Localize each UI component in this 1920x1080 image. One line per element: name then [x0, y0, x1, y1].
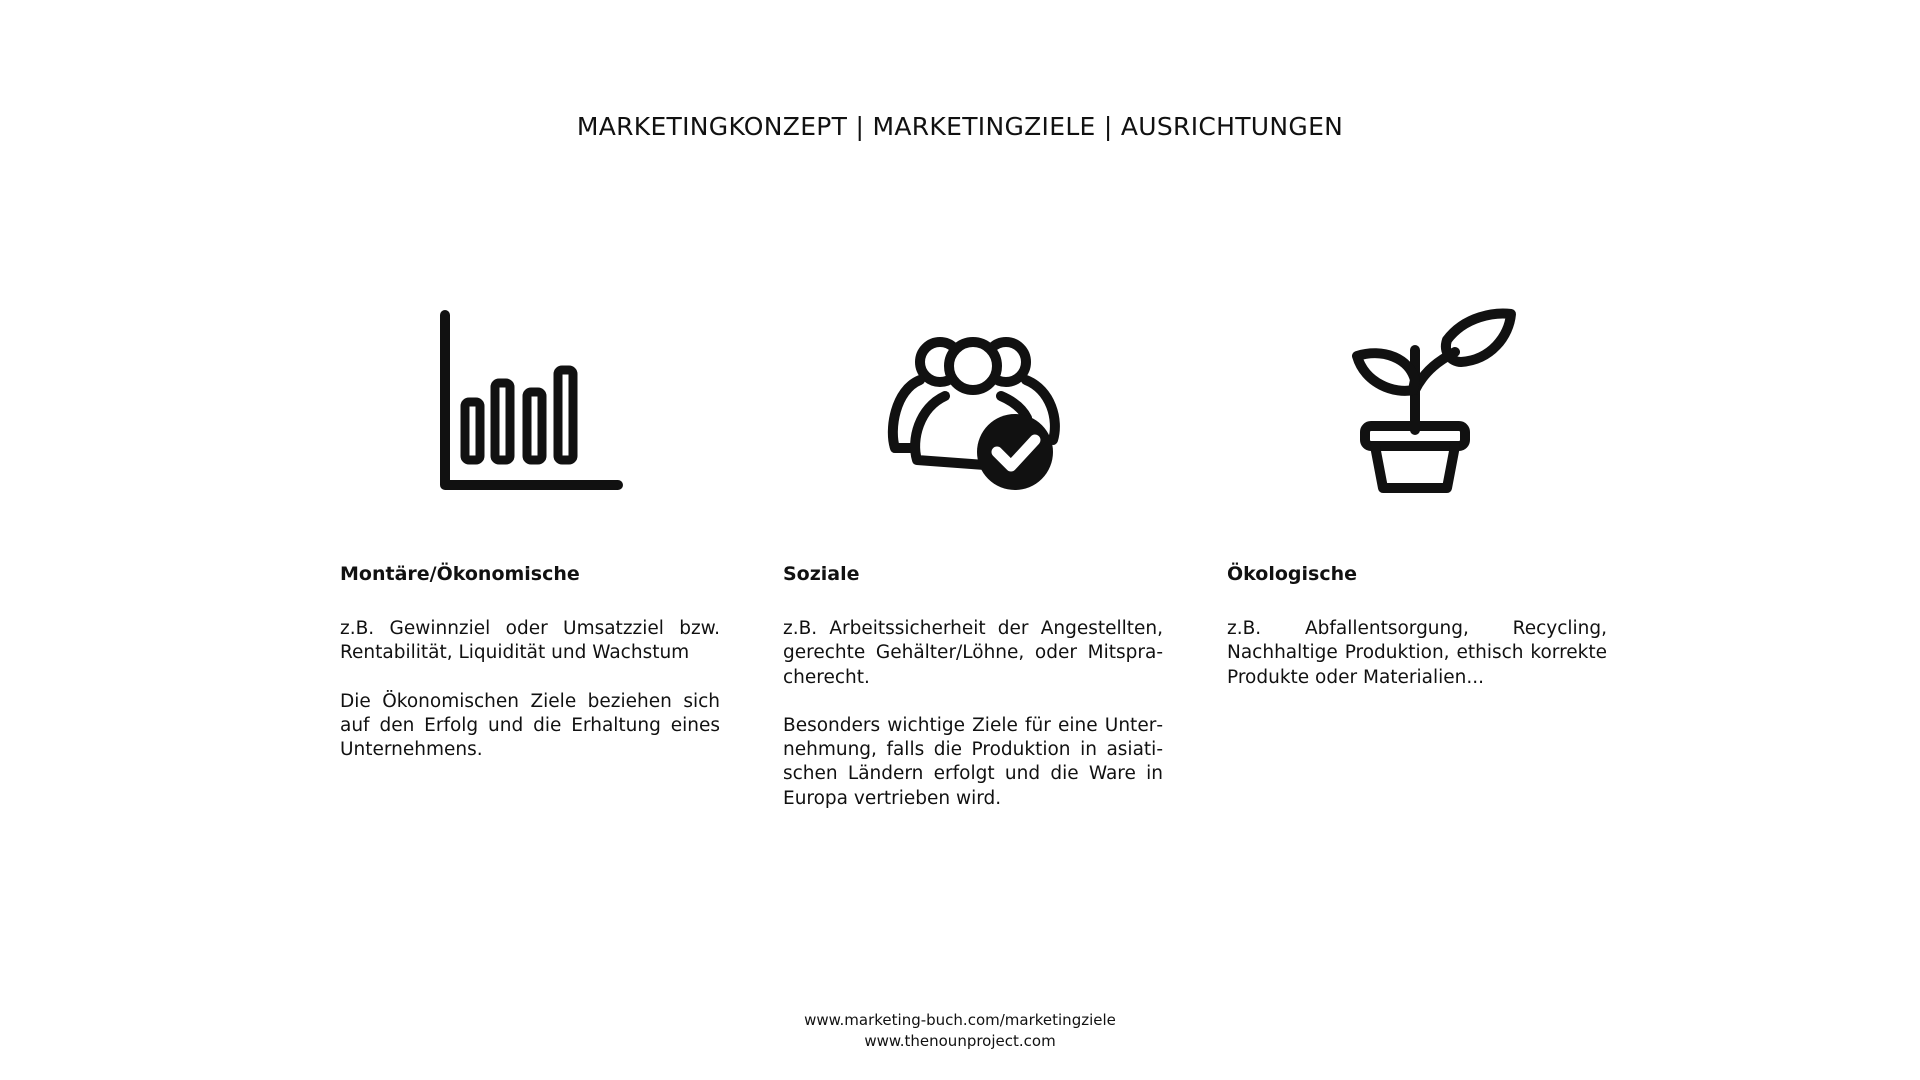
column-paragraph: z.B. Gewinnziel oder Umsatzziel bzw. Rentabilität, Liquidität und Wachstum — [340, 618, 720, 664]
column-social — [783, 562, 1163, 835]
column-paragraph: z.B. Abfallentsorgung, Recycling, Nachhaltige Produktion, ethisch korrekte Produkte oder Materialien... — [1227, 618, 1607, 688]
people-check-icon — [875, 300, 1075, 500]
plant-pot-icon — [1325, 300, 1525, 500]
footer — [0, 1010, 1920, 1052]
column-heading: Soziale — [783, 563, 860, 585]
footer-link-nounproject[interactable]: www.thenounproject.com — [864, 1032, 1056, 1050]
column-ecological — [1227, 562, 1607, 714]
column-economic — [340, 562, 720, 786]
column-paragraph: z.B. Arbeitssicherheit der Angestellten, gerechte Gehälter/Löhne, oder Mitspracherecht. — [783, 618, 1163, 688]
column-heading: Ökologische — [1227, 563, 1357, 585]
column-paragraph: Die Ökonomischen Ziele beziehen sich auf den Erfolg und die Erhaltung eines Unternehmens. — [340, 690, 720, 761]
page-title: MARKETINGKONZEPT | MARKETINGZIELE | AUSRICHTUNGEN — [576, 112, 1344, 141]
footer-link-marketing-buch[interactable]: www.marketing-buch.com/marketingziele — [804, 1011, 1116, 1029]
column-heading: Montäre/Ökonomische — [340, 563, 580, 585]
column-paragraph: Besonders wichtige Ziele für eine Unternehmung, falls die Produktion in asiatischen Ländern erfolgt und die Ware in Europa vertrieben wird. — [783, 714, 1163, 809]
bar-chart-icon — [430, 300, 630, 500]
